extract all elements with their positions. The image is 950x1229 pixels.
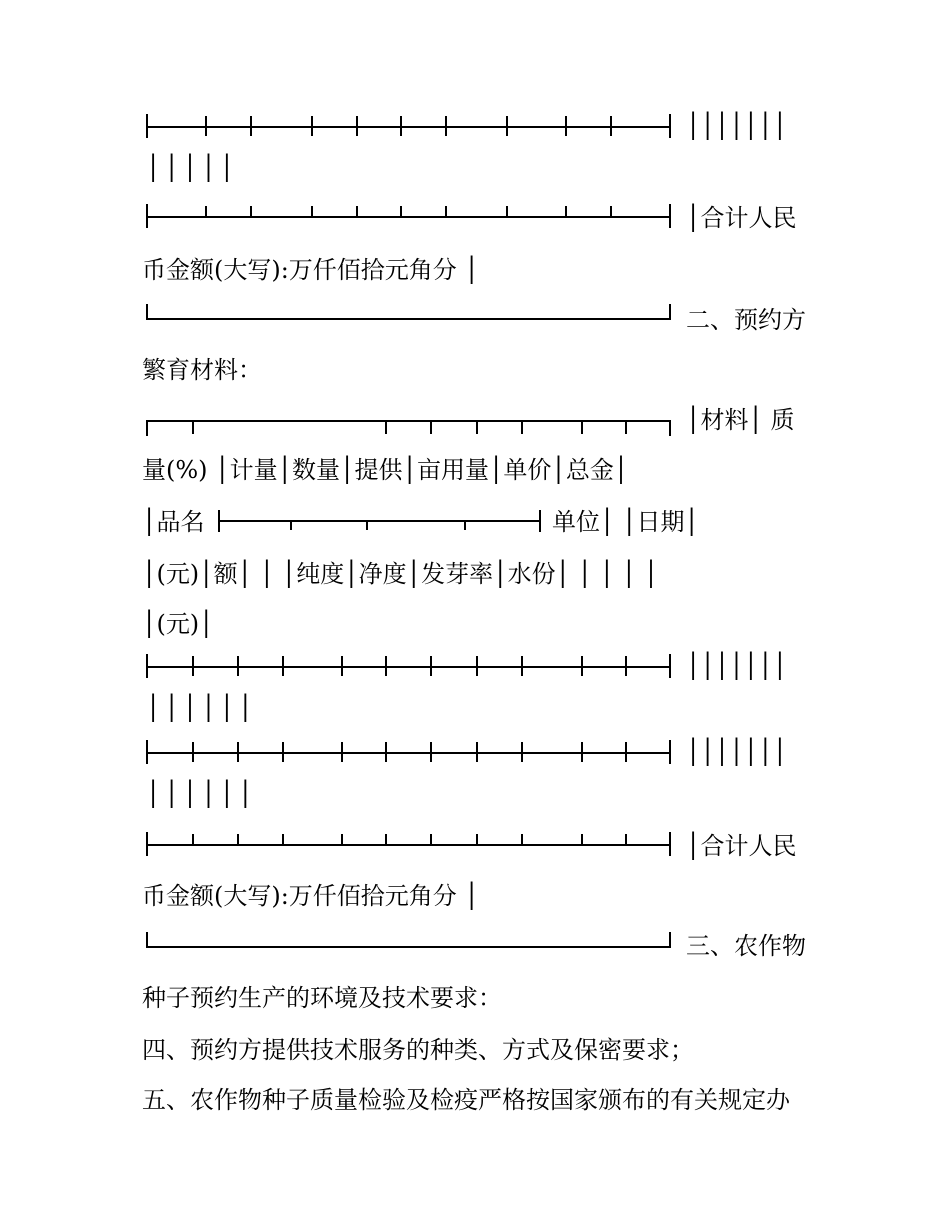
total-label: │合计人民 — [686, 832, 797, 860]
table-header: 单位│ │日期│ — [552, 508, 699, 536]
table-bars: │││││││ — [686, 738, 788, 766]
table-header: │(元)│额│ │ │纯度│净度│发芽率│水份│ │ │ │ │ — [142, 560, 659, 588]
table-bars: │││││ — [146, 154, 239, 182]
total-label: │合计人民 — [686, 204, 797, 232]
paragraph: 五、农作物种子质量检验及检疫严格按国家颁布的有关规定办 — [142, 1086, 790, 1114]
section-heading: 繁育材料： — [142, 356, 262, 384]
paragraph: 种子预约生产的环境及技术要求： — [142, 984, 502, 1012]
table-header: │材料│ 质 — [686, 406, 795, 434]
table-header: 量(%) │计量│数量│提供│亩用量│单价│总金│ — [142, 456, 629, 484]
amount-words-line: 币金额(大写):万仟佰拾元角分 │ — [142, 882, 479, 910]
table-bars: ││││││ — [146, 694, 257, 722]
table-header: │品名 — [142, 508, 205, 536]
paragraph: 四、预约方提供技术服务的种类、方式及保密要求； — [142, 1036, 694, 1064]
table-bars: │││││││ — [686, 112, 788, 140]
table-bars: ││││││ — [146, 780, 257, 808]
table-bars: │││││││ — [686, 652, 788, 680]
section-heading: 二、预约方 — [686, 306, 806, 334]
amount-words-line: 币金额(大写):万仟佰拾元角分 │ — [142, 256, 479, 284]
section-heading: 三、农作物 — [686, 932, 806, 960]
table-header: │(元)│ — [142, 610, 214, 638]
